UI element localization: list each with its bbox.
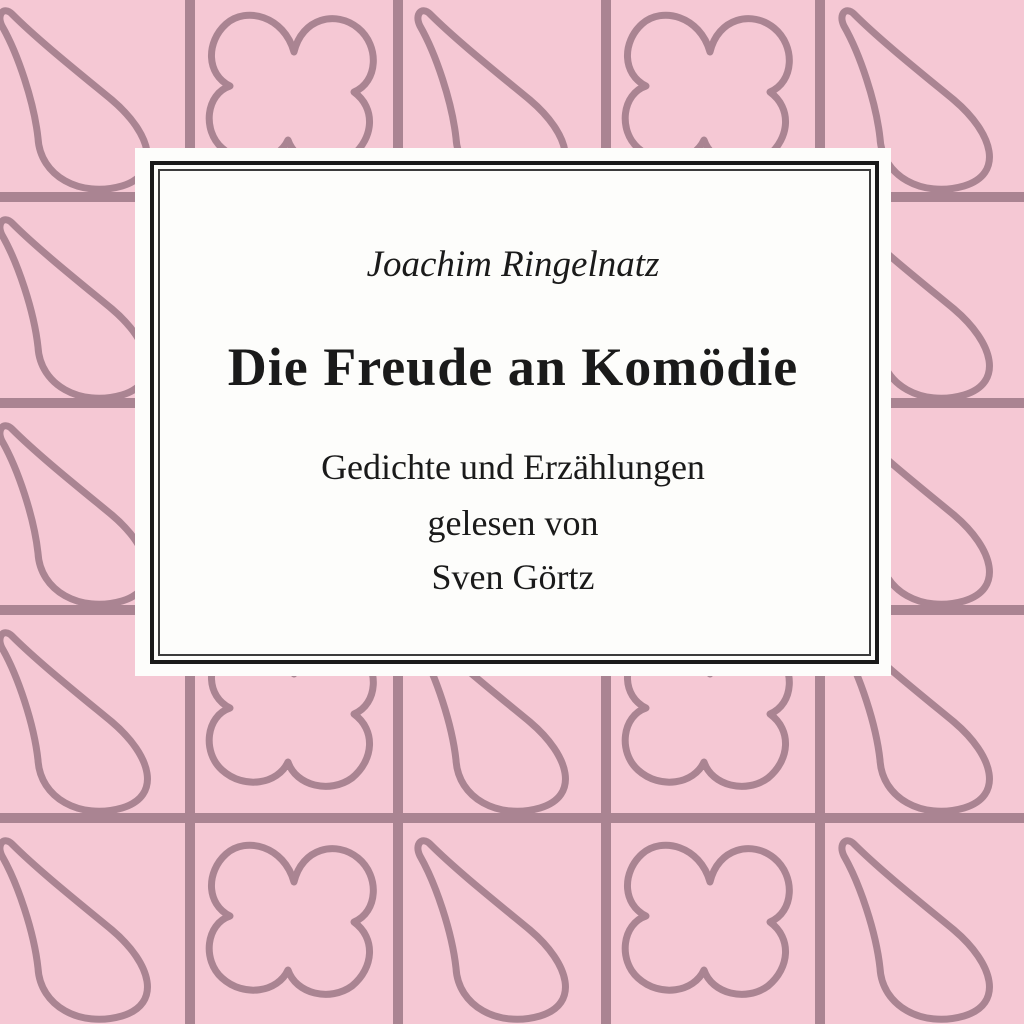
read-by-credit: gelesen von: [427, 503, 599, 543]
author-name: Joachim Ringelnatz: [366, 244, 660, 285]
subtitle: Gedichte und Erzählungen: [321, 447, 705, 487]
title-card: [135, 148, 891, 676]
narrator-name: Sven Görtz: [431, 557, 595, 597]
book-title: Die Freude an Komödie: [227, 337, 799, 397]
